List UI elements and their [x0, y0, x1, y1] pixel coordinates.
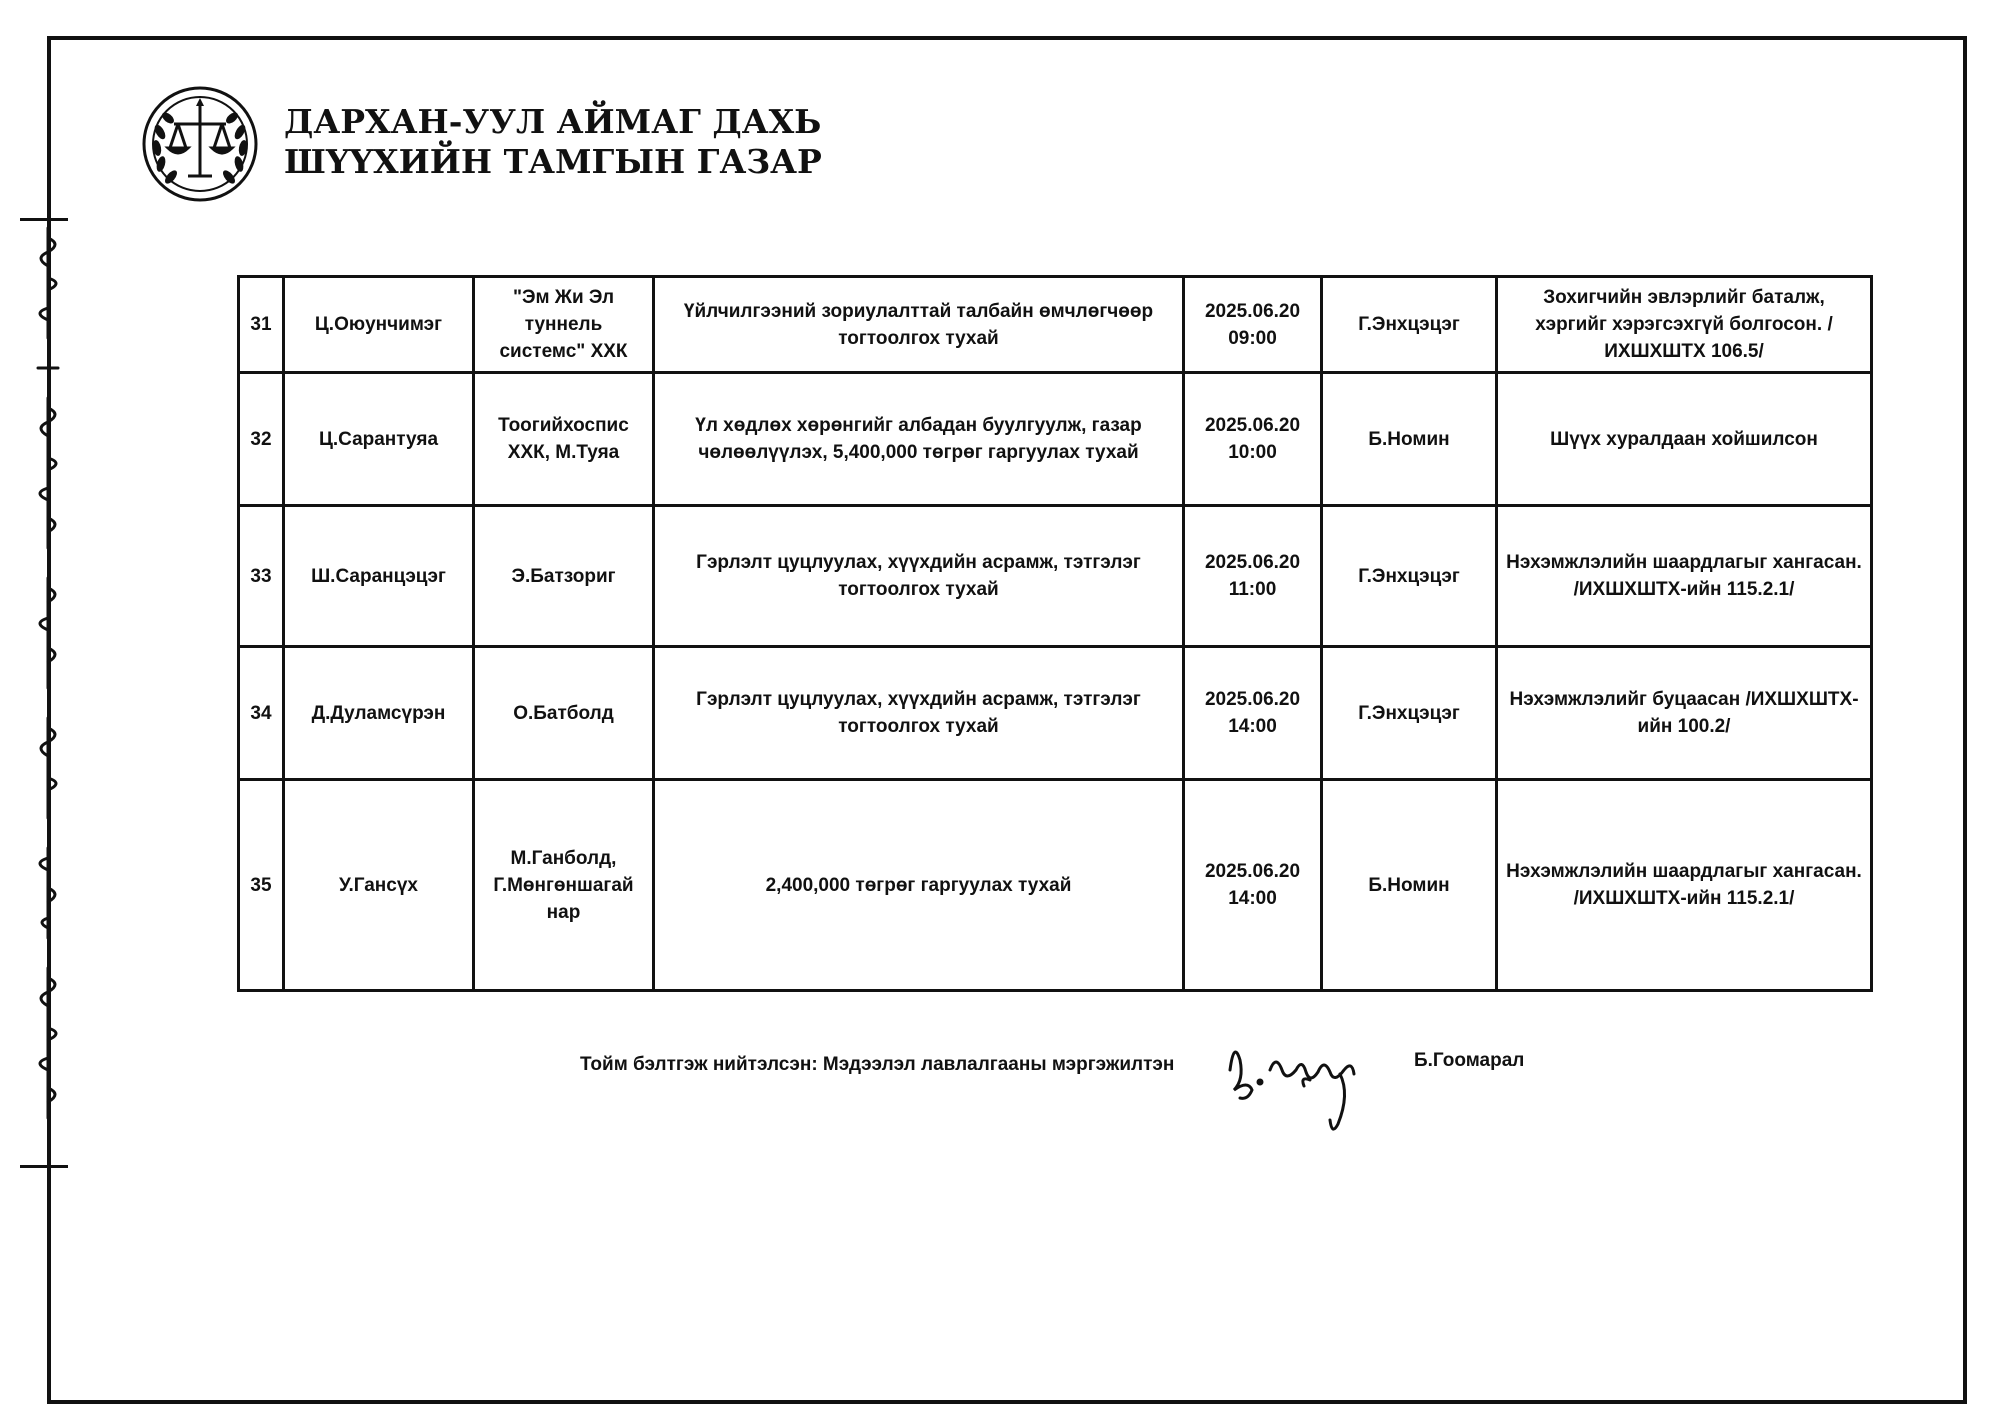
claim-description: Гэрлэлт цуцлуулах, хүүхдийн асрамж, тэтгэлэг тогтоолгох тухай: [654, 647, 1184, 780]
plaintiff-name: Ц.Оюунчимэг: [284, 277, 474, 373]
case-result: Шүүх хуралдаан хойшилсон: [1497, 373, 1872, 506]
defendant-name: О.Батболд: [474, 647, 654, 780]
case-number: 31: [239, 277, 284, 373]
document-footer: [580, 1030, 1580, 1150]
defendant-name: Э.Батзориг: [474, 506, 654, 647]
case-result: Нэхэмжлэлийг буцаасан /ИХШХШТХ-ийн 100.2/: [1497, 647, 1872, 780]
case-number: 34: [239, 647, 284, 780]
prepared-by-label: Тойм бэлтгэж нийтэлсэн: Мэдээлэл лавлалгааны мэргэжилтэн: [580, 1054, 1175, 1075]
document-header: [140, 84, 1040, 204]
claim-description: Гэрлэлт цуцлуулах, хүүхдийн асрамж, тэтгэлэг тогтоолгох тухай: [654, 506, 1184, 647]
table-row: [239, 373, 1872, 506]
hearing-datetime: [1184, 506, 1322, 647]
organization-name-line2: ШҮҮХИЙН ТАМГЫН ГАЗАР: [284, 142, 822, 181]
hearing-date: 2025.06.20: [1204, 300, 1301, 322]
judge-name: Г.Энхцэцэг: [1322, 647, 1497, 780]
judge-name: Б.Номин: [1322, 780, 1497, 991]
hearing-date: 2025.06.20: [1204, 415, 1301, 436]
hearing-datetime: [1184, 647, 1322, 780]
case-schedule-table: [237, 275, 1873, 992]
claim-description: 2,400,000 төгрөг гаргуулах тухай: [654, 780, 1184, 991]
hearing-date: 2025.06.20: [1204, 689, 1301, 710]
side-script-strip: [20, 218, 78, 1168]
hearing-time: 14:00: [1228, 716, 1277, 737]
hearing-date: 2025.06.20: [1204, 552, 1301, 573]
case-number: 35: [239, 780, 284, 991]
plaintiff-name: У.Гансүх: [284, 780, 474, 991]
defendant-name: М.Ганболд, Г.Мөнгөншагай нар: [474, 780, 654, 991]
mongolian-script-text-icon: [20, 218, 78, 1168]
preparer-name: Б.Гоомарал: [1414, 1050, 1525, 1071]
plaintiff-name: Д.Дуламсүрэн: [284, 647, 474, 780]
table-row: [239, 647, 1872, 780]
defendant-name: "Эм Жи Эл туннель системс" ХХК: [474, 277, 654, 373]
judge-name: Г.Энхцэцэг: [1322, 277, 1497, 373]
hearing-time: 11:00: [1228, 579, 1277, 600]
hearing-datetime: [1184, 373, 1322, 506]
case-number: 32: [239, 373, 284, 506]
plaintiff-name: Ц.Сарантуяа: [284, 373, 474, 506]
case-result: Нэхэмжлэлийн шаардлагыг хангасан. /ИХШХШТХ-ийн 115.2.1/: [1497, 506, 1872, 647]
court-scales-emblem-icon: [140, 84, 260, 204]
hearing-date: 2025.06.20: [1204, 861, 1301, 882]
case-result: Зохигчийн эвлэрлийг баталж, хэргийг хэрэгсэхгүй болгосон. /ИХШХШТХ 106.5/: [1497, 277, 1872, 373]
table-row: [239, 780, 1872, 991]
judge-name: Г.Энхцэцэг: [1322, 506, 1497, 647]
case-result: Нэхэмжлэлийн шаардлагыг хангасан. /ИХШХШТХ-ийн 115.2.1/: [1497, 780, 1872, 991]
plaintiff-name: Ш.Саранцэцэг: [284, 506, 474, 647]
hearing-time: 09:00: [1228, 327, 1277, 349]
side-line-bottom: [20, 1165, 68, 1168]
table-row: [239, 277, 1872, 373]
handwritten-signature-icon: [1220, 1030, 1400, 1150]
claim-description: Үйлчилгээний зориулалттай талбайн өмчлөгчөөр тогтоолгох тухай: [654, 277, 1184, 373]
case-number: 33: [239, 506, 284, 647]
claim-description: Үл хөдлөх хөрөнгийг албадан буулгуулж, газар чөлөөлүүлэх, 5,400,000 төгрөг гаргуулах тухай: [654, 373, 1184, 506]
defendant-name: Тоогийхоспис ХХК, М.Туяа: [474, 373, 654, 506]
organization-name: [284, 102, 822, 182]
table-row: [239, 506, 1872, 647]
hearing-time: 10:00: [1228, 442, 1277, 463]
hearing-datetime: [1184, 780, 1322, 991]
hearing-datetime: [1184, 277, 1322, 373]
judge-name: Б.Номин: [1322, 373, 1497, 506]
organization-name-line1: ДАРХАН-УУЛ АЙМАГ ДАХЬ: [284, 102, 822, 141]
hearing-time: 14:00: [1228, 888, 1277, 909]
